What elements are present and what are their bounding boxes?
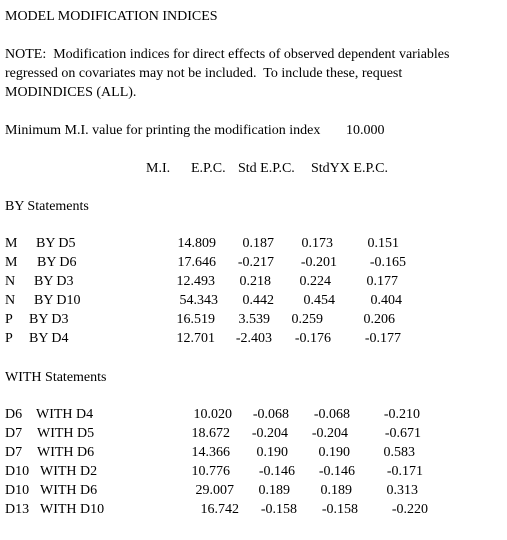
note-line-1: NOTE: Modification indices for direct effects of observed dependent variables bbox=[5, 47, 450, 62]
with-statement-row bbox=[0, 406, 507, 424]
by-statement-mi-value: 12.701 bbox=[176, 331, 215, 346]
with-statement-lhs: D13 bbox=[5, 502, 30, 517]
with-statement-lhs: D6 bbox=[5, 407, 23, 422]
with-statement-statement: WITH D10 bbox=[40, 502, 105, 517]
by-statement-std-epc-value: 0.259 bbox=[291, 312, 323, 327]
header-mi: M.I. bbox=[146, 161, 171, 176]
by-statement-row bbox=[0, 273, 507, 291]
by-statement-stdyx-epc-value: 0.151 bbox=[367, 236, 399, 251]
by-statement-epc-value: -0.217 bbox=[237, 255, 274, 270]
by-statement-epc-value: -2.403 bbox=[235, 331, 272, 346]
with-statement-stdyx-epc-value: 0.313 bbox=[386, 483, 418, 498]
minimum-value: 10.000 bbox=[346, 123, 385, 138]
minimum-label: Minimum M.I. value for printing the modification index bbox=[5, 123, 321, 138]
by-statement-statement: BY D4 bbox=[29, 331, 69, 346]
with-statement-lhs: D10 bbox=[5, 483, 30, 498]
by-statement-std-epc-value: -0.201 bbox=[300, 255, 337, 270]
by-statement-stdyx-epc-value: -0.165 bbox=[369, 255, 406, 270]
with-section-title: WITH Statements bbox=[5, 370, 107, 385]
by-statement-epc-value: 0.442 bbox=[242, 293, 274, 308]
by-statement-lhs: P bbox=[5, 331, 13, 346]
by-section-title: BY Statements bbox=[5, 199, 89, 214]
with-statement-statement: WITH D6 bbox=[40, 483, 98, 498]
page-title: MODEL MODIFICATION INDICES bbox=[5, 9, 218, 24]
note-line-3: MODINDICES (ALL). bbox=[5, 85, 137, 100]
with-statement-mi-value: 29.007 bbox=[195, 483, 234, 498]
with-statement-epc-value: -0.158 bbox=[260, 502, 297, 517]
by-statement-statement: BY D3 bbox=[29, 312, 69, 327]
with-statement-lhs: D10 bbox=[5, 464, 30, 479]
by-statement-mi-value: 16.519 bbox=[176, 312, 215, 327]
with-statement-std-epc-value: -0.146 bbox=[318, 464, 355, 479]
by-statement-lhs: N bbox=[5, 274, 16, 289]
with-statement-stdyx-epc-value: 0.583 bbox=[383, 445, 415, 460]
with-statement-std-epc-value: 0.190 bbox=[318, 445, 350, 460]
with-statement-std-epc-value: -0.068 bbox=[313, 407, 350, 422]
by-statement-std-epc-value: -0.176 bbox=[294, 331, 331, 346]
with-statement-std-epc-value: -0.204 bbox=[311, 426, 348, 441]
by-statement-lhs: P bbox=[5, 312, 13, 327]
with-statement-std-epc-value: -0.158 bbox=[321, 502, 358, 517]
by-statement-statement: BY D6 bbox=[37, 255, 77, 270]
with-statement-row bbox=[0, 482, 507, 500]
with-statement-epc-value: -0.068 bbox=[252, 407, 289, 422]
with-statement-lhs: D7 bbox=[5, 426, 23, 441]
with-statement-statement: WITH D2 bbox=[40, 464, 98, 479]
by-statement-row bbox=[0, 330, 507, 348]
by-statement-statement: BY D5 bbox=[36, 236, 76, 251]
with-statement-std-epc-value: 0.189 bbox=[320, 483, 352, 498]
by-statement-mi-value: 54.343 bbox=[179, 293, 218, 308]
with-statement-mi-value: 10.020 bbox=[193, 407, 232, 422]
by-statement-row bbox=[0, 292, 507, 310]
by-statement-epc-value: 3.539 bbox=[238, 312, 270, 327]
by-statement-stdyx-epc-value: 0.404 bbox=[370, 293, 402, 308]
with-statement-stdyx-epc-value: -0.171 bbox=[386, 464, 423, 479]
by-statement-mi-value: 17.646 bbox=[177, 255, 216, 270]
by-statement-epc-value: 0.187 bbox=[242, 236, 274, 251]
by-statement-mi-value: 14.809 bbox=[177, 236, 216, 251]
with-statement-epc-value: 0.189 bbox=[258, 483, 290, 498]
by-statement-std-epc-value: 0.224 bbox=[299, 274, 331, 289]
with-statement-row bbox=[0, 501, 507, 519]
by-statement-mi-value: 12.493 bbox=[176, 274, 215, 289]
by-statement-stdyx-epc-value: 0.177 bbox=[366, 274, 398, 289]
with-statement-stdyx-epc-value: -0.671 bbox=[384, 426, 421, 441]
with-statement-mi-value: 14.366 bbox=[191, 445, 230, 460]
with-statement-mi-value: 10.776 bbox=[191, 464, 230, 479]
by-statement-row bbox=[0, 311, 507, 329]
header-stdyx-epc: StdYX E.P.C. bbox=[311, 161, 389, 176]
with-statement-epc-value: -0.204 bbox=[251, 426, 288, 441]
by-statement-lhs: M bbox=[5, 255, 18, 270]
by-statement-epc-value: 0.218 bbox=[239, 274, 271, 289]
header-epc: E.P.C. bbox=[191, 161, 226, 176]
by-statement-statement: BY D3 bbox=[34, 274, 74, 289]
by-statement-stdyx-epc-value: 0.206 bbox=[363, 312, 395, 327]
with-statement-mi-value: 16.742 bbox=[200, 502, 239, 517]
with-statement-statement: WITH D4 bbox=[36, 407, 94, 422]
by-statement-stdyx-epc-value: -0.177 bbox=[364, 331, 401, 346]
column-headers bbox=[0, 160, 507, 178]
with-statement-lhs: D7 bbox=[5, 445, 23, 460]
by-statement-std-epc-value: 0.173 bbox=[301, 236, 333, 251]
with-statement-mi-value: 18.672 bbox=[191, 426, 230, 441]
header-std-epc: Std E.P.C. bbox=[238, 161, 295, 176]
by-statement-std-epc-value: 0.454 bbox=[303, 293, 335, 308]
with-statement-stdyx-epc-value: -0.220 bbox=[391, 502, 428, 517]
by-statement-statement: BY D10 bbox=[34, 293, 81, 308]
by-statement-row bbox=[0, 235, 507, 253]
with-statement-epc-value: 0.190 bbox=[256, 445, 288, 460]
with-statement-statement: WITH D5 bbox=[37, 426, 95, 441]
with-statement-row bbox=[0, 463, 507, 481]
with-statement-stdyx-epc-value: -0.210 bbox=[383, 407, 420, 422]
with-statement-row bbox=[0, 444, 507, 462]
by-statement-row bbox=[0, 254, 507, 272]
with-statement-statement: WITH D6 bbox=[37, 445, 95, 460]
by-statement-lhs: N bbox=[5, 293, 16, 308]
by-statement-lhs: M bbox=[5, 236, 18, 251]
with-statement-row bbox=[0, 425, 507, 443]
with-statement-epc-value: -0.146 bbox=[258, 464, 295, 479]
note-line-2: regressed on covariates may not be included. To include these, request bbox=[5, 66, 403, 81]
